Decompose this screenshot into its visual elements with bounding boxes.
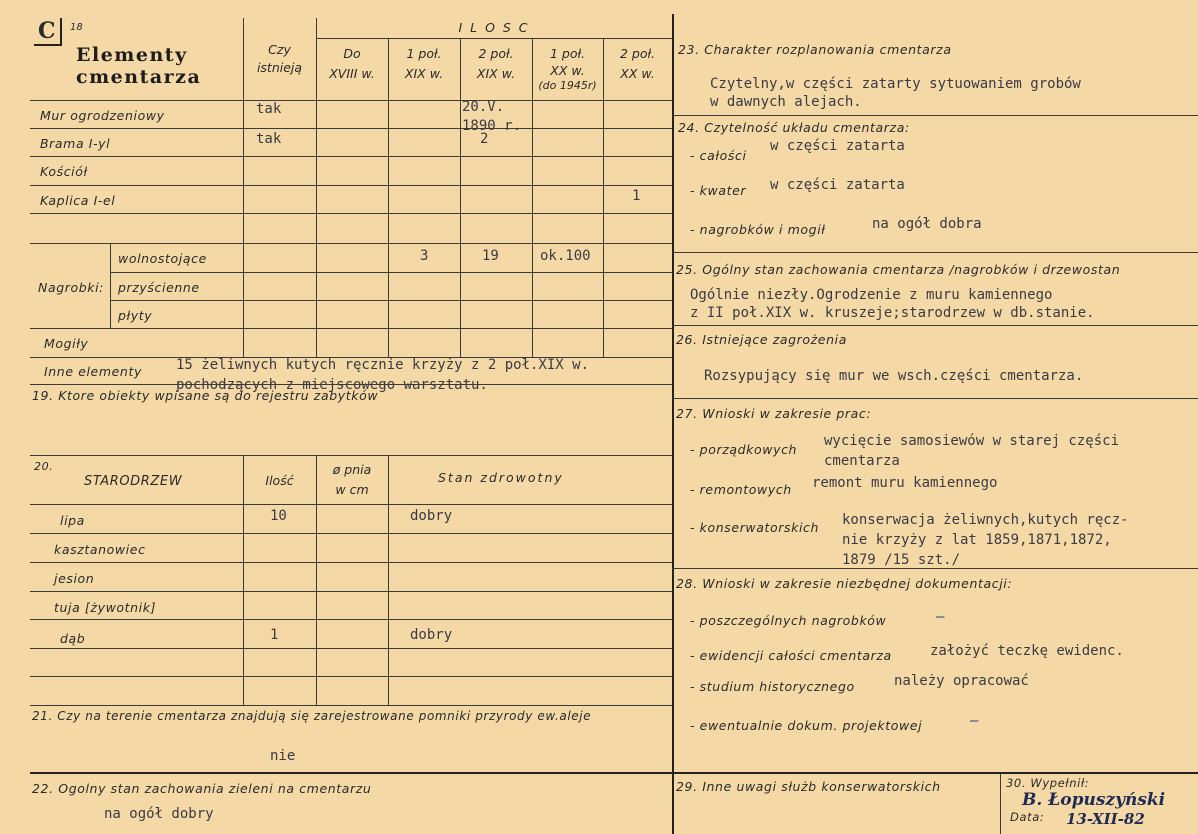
wolno-2p19: 19	[482, 248, 499, 264]
brama-count: 2	[480, 131, 489, 147]
mur-date-1: 20.V.	[462, 99, 505, 115]
q24-nagrobkow-answer: na ogół dobra	[872, 216, 982, 232]
q24-nagrobkow: - nagrobków i mogił	[690, 222, 826, 237]
q25-label: 25. Ogólny stan zachowania cmentarza /nagrobków i drzewostan	[676, 262, 1121, 277]
tree-lipa-state: dobry	[410, 508, 453, 524]
q23-answer-2: w dawnych alejach.	[710, 94, 862, 110]
row-mogily: Mogiły	[44, 336, 89, 351]
kaplica-count: 1	[632, 188, 641, 204]
tree-dab-state: dobry	[410, 627, 453, 643]
header-c4b: XX w.	[620, 66, 655, 81]
header-c1a: 1 poł.	[406, 46, 442, 61]
q22-label: 22. Ogolny stan zachowania zieleni na cmentarzu	[32, 781, 372, 796]
tree-lipa-qty: 10	[270, 508, 287, 524]
tree-tuja: tuja [żywotnik]	[54, 600, 157, 615]
header-xviii: XVIII w.	[329, 66, 375, 81]
row-wolnostojace: wolnostojące	[118, 251, 207, 266]
q27-remontowych: - remontowych	[690, 482, 792, 497]
q27-konserwatorskich-answer-3: 1879 /15 szt./	[842, 552, 961, 568]
header-c3a: 1 poł.	[549, 46, 586, 61]
row-inne: Inne elementy	[44, 364, 142, 379]
brama-czy-value: tak	[256, 131, 282, 147]
header-c2b: XIX w.	[476, 66, 516, 81]
inne-text-1: 15 żeliwnych kutych ręcznie krzyży z 2 poł.XIX w.	[176, 357, 590, 373]
mur-czy-value: tak	[256, 101, 282, 117]
q30-date: 13-XII-82	[1066, 810, 1145, 828]
q27-konserwatorskich: - konserwatorskich	[690, 520, 820, 535]
header-c3c: (do 1945r)	[538, 79, 597, 92]
q28-poszczegolnych-answer: —	[936, 609, 945, 625]
title-line2: cmentarza	[76, 66, 202, 88]
q27-porzadkowych: - porządkowych	[690, 442, 798, 457]
trees-ilosc-header: Ilość	[265, 473, 294, 488]
q30-label: 30. Wypełnił:	[1006, 776, 1090, 790]
q27-porzadkowych-answer-2: cmentarza	[824, 453, 900, 469]
q24-kwater-answer: w części zatarta	[770, 177, 905, 193]
q22-answer: na ogół dobry	[104, 806, 214, 822]
tree-lipa: lipa	[60, 513, 85, 528]
q24-calosci-answer: w części zatarta	[770, 138, 905, 154]
q24-label: 24. Czytelność układu cmentarza:	[678, 120, 910, 135]
q28-label: 28. Wnioski w zakresie niezbędnej dokumentacji:	[676, 576, 1013, 591]
q27-konserwatorskich-answer-1: konserwacja żeliwnych,kutych ręcz-	[842, 512, 1129, 528]
q30-data-label: Data:	[1010, 810, 1045, 824]
q21-label: 21. Czy na terenie cmentarza znajdują się zarejestrowane pomniki przyrody ew.aleje	[32, 709, 592, 723]
header-do: Do	[343, 46, 361, 61]
q24-kwater: - kwater	[690, 183, 747, 198]
trees-num: 20.	[34, 460, 54, 473]
q28-studium: - studium historycznego	[690, 679, 855, 694]
q23-label: 23. Charakter rozplanowania cmentarza	[678, 42, 952, 57]
q25-answer-1: Ogólnie niezły.Ogrodzenie z muru kamiennego	[690, 287, 1053, 303]
q23-answer-1: Czytelny,w części zatarty sytuowaniem grobów	[710, 76, 1081, 92]
q28-poszczegolnych: - poszczególnych nagrobków	[690, 613, 887, 628]
trees-pnia-header-1: ø pnia	[332, 462, 372, 477]
header-c1b: XIX w.	[404, 66, 444, 81]
tree-kasztanowiec: kasztanowiec	[54, 542, 146, 557]
tree-dab: dąb	[60, 631, 86, 646]
q21-answer: nie	[270, 748, 296, 764]
tree-jesion: jesion	[54, 571, 95, 586]
header-c2a: 2 poł.	[478, 46, 514, 61]
q30-signature: B. Łopuszyński	[1022, 790, 1166, 810]
row-kosciol: Kościół	[40, 164, 88, 179]
row-plyty: płyty	[118, 308, 153, 323]
q26-label: 26. Istniejące zagrożenia	[676, 332, 847, 347]
row-kaplica: Kaplica I-el	[40, 193, 116, 208]
row-nagrobki: Nagrobki:	[38, 280, 104, 295]
trees-pnia-header-2: w cm	[335, 482, 369, 497]
header-c3b: XX w.	[550, 63, 585, 78]
row-przyscienne: przyścienne	[118, 280, 200, 295]
trees-header: STARODRZEW	[84, 474, 183, 489]
q28-ewidencji-answer: założyć teczkę ewidenc.	[930, 643, 1124, 659]
q25-answer-2: z II poł.XIX w. kruszeje;starodrzew w db.stanie.	[690, 305, 1095, 321]
q26-answer: Rozsypujący się mur we wsch.części cmentarza.	[704, 368, 1084, 384]
trees-stan-header: Stan zdrowotny	[438, 470, 564, 485]
header-ilosc: I L O S C	[458, 20, 530, 35]
q27-porzadkowych-answer-1: wycięcie samosiewów w starej części	[824, 433, 1120, 449]
row-brama: Brama I-yl	[40, 136, 111, 151]
q28-ewentualnie: - ewentualnie dokum. projektowej	[690, 718, 923, 733]
header-czy: Czy	[268, 42, 291, 57]
q27-label: 27. Wnioski w zakresie prac:	[676, 406, 872, 421]
row-mur: Mur ogrodzeniowy	[40, 108, 165, 123]
q28-studium-answer: należy opracować	[894, 673, 1029, 689]
q28-ewidencji: - ewidencji całości cmentarza	[690, 648, 892, 663]
q19-label: 19. Ktore obiekty wpisane są do rejestru zabytków	[32, 388, 379, 403]
q27-remontowych-answer: remont muru kamiennego	[812, 475, 998, 491]
section-letter: C	[34, 18, 62, 46]
tree-dab-qty: 1	[270, 627, 279, 643]
title-line1: Elementy	[76, 44, 188, 66]
q29-label: 29. Inne uwagi służb konserwatorskich	[676, 779, 941, 794]
header-c4a: 2 poł.	[619, 46, 656, 61]
wolno-1p19: 3	[420, 248, 429, 264]
inne-text-2: pochodzących z miejscowego warsztatu.	[176, 377, 488, 393]
q28-ewentualnie-answer: —	[970, 713, 979, 729]
q24-calosci: - całości	[690, 148, 747, 163]
q27-konserwatorskich-answer-2: nie krzyży z lat 1859,1871,1872,	[842, 532, 1112, 548]
mur-date-2: 1890 r.	[462, 118, 522, 134]
header-istnieja: istnieją	[256, 60, 303, 75]
section-number: 18	[70, 22, 83, 33]
wolno-1p20: ok.100	[540, 248, 591, 264]
